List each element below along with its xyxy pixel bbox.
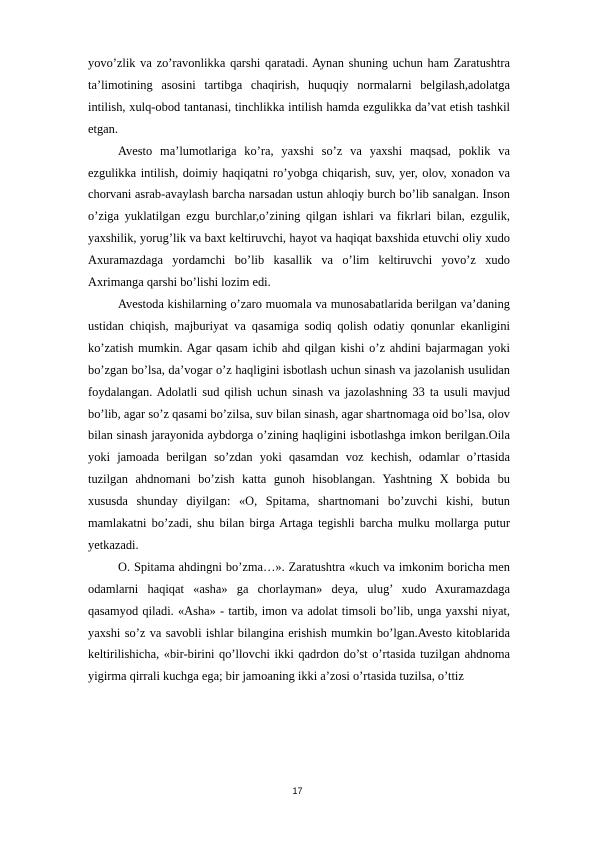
page-number: 17 [292, 786, 303, 796]
body-text [88, 53, 510, 688]
paragraph-2: Avesto ma’lumotlariga ko’ra, yaxshi so’z va yaxshi maqsad, poklik va ezgulikka intilish, doimiy haqiqatni ro’yobga chiqarish, suv, yer, olov, xonadon va chorvani asrab-avaylash barcha narsadan ustun ahloqiy burch bo’lib sanalgan. Inson o’ziga yuklatilgan ezgu burchlar,o’zining qilgan ishlari va fikrlari bilan, ezgulik, yaxshilik, yorug’lik va baxt keltiruvchi, hayot va haqiqat baxshida etuvchi oliy xudo Axuramazdaga yordamchi bo’lib kasallik va o’lim keltiruvchi yovo’z xudo Axrimanga qarshi bo’lishi lozim edi. [88, 143, 510, 290]
paragraph-3: Avestoda kishilarning o’zaro muomala va munosabatlarida berilgan va’daning ustidan chiqish, majburiyat va qasamiga sodiq qolish odatiy qonunlar ekanligini ko’zatish mumkin. Agar qasam ichib ahd qilgan kishi o’z ahdini bajarmagan yoki bo’zgan bo’lsa, da’vogar o’z haqligini isbotlash uchun sinash va jazolanish usulidan foydalangan. Adolatli sud qilish uchun sinash va jazolashning 33 ta usuli mavjud bo’lib, agar so’z qasami bo’zilsa, suv bilan sinash, agar shartnomaga oid bo’lsa, olov bilan sinash jarayonida aybdorga o’zining haqligini isbotlashga imkon berilgan.Oila yoki jamoada berilgan so’zdan yoki qasamdan voz kechish, odamlar o’rtasida tuzilgan ahdnomani bo’zish katta gunoh hisoblangan. Yashtning X bobida bu xususda shunday diyilgan: «O, Spitama, shartnomani bo’zuvchi kishi, butun mamlakatni bo’zadi, shu bilan birga Artaga tegishli barcha mulku mollarga putur yetkazadi. [88, 296, 510, 552]
paragraph-1: yovo’zlik va zo’ravonlikka qarshi qaratadi. Aynan shuning uchun ham Zaratushtra ta’limotining asosini tartibga chaqirish, huquqiy normalarni belgilash,adolatga intilish, xulq-obod tantanasi, tinchlikka intilish hamda ezgulikka da’vat etish tashkil etgan. [88, 56, 510, 136]
paragraph-4: O. Spitama ahdingni bo’zma…». Zaratushtra «kuch va imkonim boricha men odamlarni haqiqat «asha» ga chorlayman» deya, ulug’ xudo Axuramazdaga qasamyod qiladi. «Asha» - tartib, imon va adolat timsoli bo’lib, unga yaxshi niyat, yaxshi so’z va savobli ishlar bilangina erishish mumkin bo’lgan.Avesto kitoblarida keltirilishicha, «bir-birini qo’llovchi ikki qadrdon do’st o’rtasida tuzilgan ahdnoma yigirma qirrali kuchga ega; bir jamoaning ikki a’zosi o’rtasida tuzilsa, o’ttiz [88, 559, 510, 684]
